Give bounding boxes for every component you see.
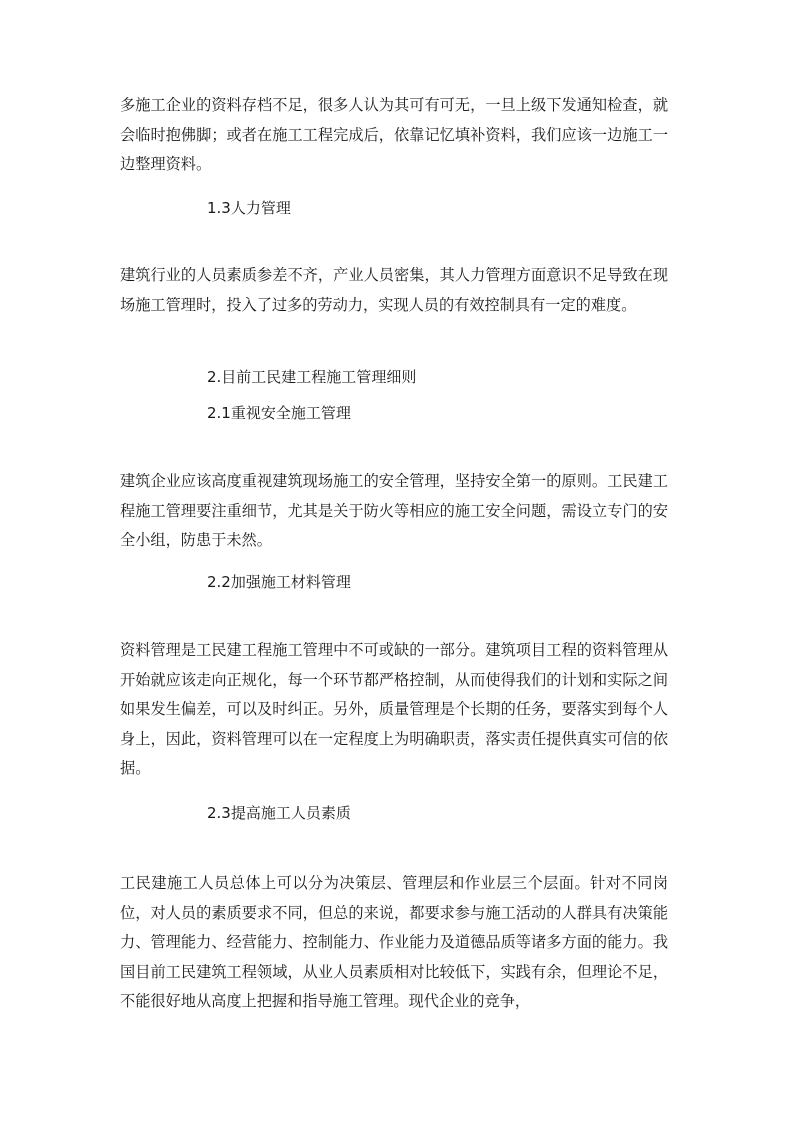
paragraph-archive-insufficiency: 多施工企业的资料存档不足，很多人认为其可有可无，一旦上级下发通知检查，就会临时抱佛脚；或者在施工工程完成后，依靠记忆填补资料，我们应该一边施工一边整理资料。 <box>120 96 668 173</box>
heading-2-1-safety-management: 2.1重视安全施工管理 <box>207 404 351 422</box>
paragraph-safety: 建筑企业应该高度重视建筑现场施工的安全管理，坚持安全第一的原则。工民建工程施工管理要注重细节，尤其是关于防火等相应的施工安全问题，需设立专门的安全小组，防患于未然。 <box>120 472 668 549</box>
paragraph-document-management: 资料管理是工民建工程施工管理中不可或缺的一部分。建筑项目工程的资料管理从开始就应该走向正规化，每一个环节都严格控制，从而使得我们的计划和实际之间如果发生偏差，可以及时纠正。另外，质量管理是个长期的任务，要落实到每个人身上，因此，资料管理可以在一定程度上为明确职责，落实责任提供真实可信的依据。 <box>120 641 668 777</box>
heading-2-2-material-management: 2.2加强施工材料管理 <box>207 573 351 591</box>
heading-2-management-rules: 2.目前工民建工程施工管理细则 <box>207 368 417 386</box>
paragraph-personnel-quality: 建筑行业的人员素质参差不齐，产业人员密集，其人力管理方面意识不足导致在现场施工管理时，投入了过多的劳动力，实现人员的有效控制具有一定的难度。 <box>120 266 668 314</box>
paragraph-staff-levels: 工民建施工人员总体上可以分为决策层、管理层和作业层三个层面。针对不同岗位，对人员的素质要求不同，但总的来说，都要求参与施工活动的人群具有决策能力、管理能力、经营能力、控制能力、作业能力及道德品质等诸多方面的能力。我国目前工民建筑工程领域，从业人员素质相对比较低下，实践有余，但理论不足，不能很好地从高度上把握和指导施工管理。现代企业的竞争， <box>120 874 668 1010</box>
heading-1-3-human-resources: 1.3人力管理 <box>207 199 291 217</box>
heading-2-3-staff-quality: 2.3提高施工人员素质 <box>207 804 351 822</box>
